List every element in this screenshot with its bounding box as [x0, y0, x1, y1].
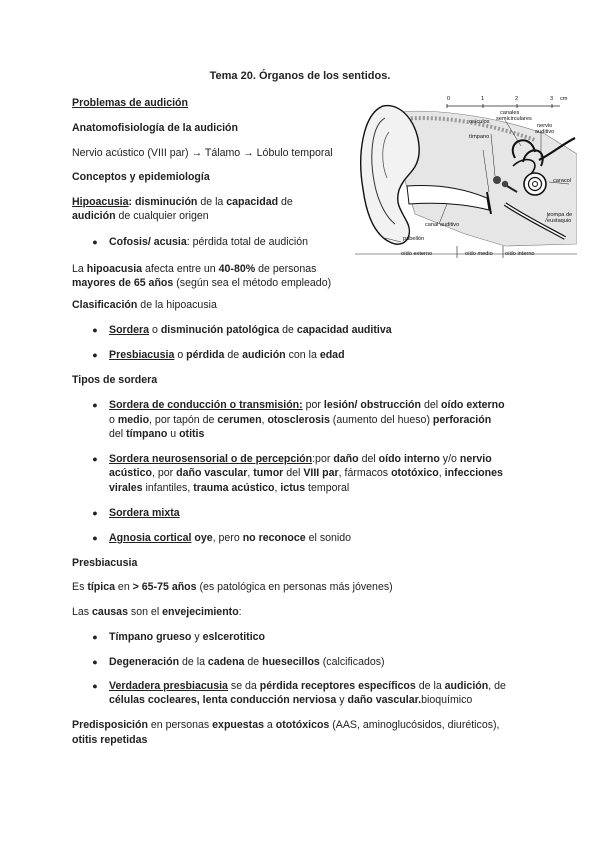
n-l1a: :por [312, 453, 334, 465]
conduction-name: Sordera de conducción o transmisión: [109, 399, 303, 411]
label-timpano: tímpano [469, 134, 490, 140]
ty-d: > 65-75 años [132, 581, 197, 593]
c1-b: y [191, 631, 203, 643]
hypoacusis-colon: : [128, 196, 133, 208]
n-l1d: oído interno [378, 453, 440, 465]
c-l2e: , [261, 414, 268, 426]
hypoacusis-def3: capacidad [226, 196, 279, 208]
ag-b: oye [194, 532, 213, 544]
c-l3c: u [167, 428, 180, 440]
predisposition-line-2: otitis repetidas [72, 734, 148, 746]
neuro-line-2 [109, 466, 503, 480]
typical-line [72, 580, 393, 594]
n-l2a: acústico [109, 467, 152, 479]
ci0-b: o [149, 324, 161, 336]
c-l1a: por [302, 399, 324, 411]
label-canal-auditivo: canal auditivo [425, 222, 460, 228]
bullet: ● [92, 400, 98, 410]
n-l3b: infantiles, [142, 482, 194, 494]
c3-h: daño vascular. [347, 694, 422, 706]
ci1-e: audición [242, 349, 286, 361]
c3-a: se da [227, 680, 260, 692]
prevalence-line-1 [72, 262, 316, 276]
label-eustaquio: eustaquio [547, 218, 572, 224]
cofosis-term: Cofosis/ acusia [109, 236, 187, 248]
label-canales: canales [500, 110, 520, 116]
prev-t5: de personas [255, 263, 317, 275]
pr-d: a [263, 719, 276, 731]
pr-a: Predisposición [72, 719, 148, 731]
ag-e: el sonido [305, 532, 352, 544]
n-l1c: del [358, 453, 379, 465]
ty-e: (es patológica en personas más jóvenes) [196, 581, 393, 593]
label-oido-medio: oído medio [465, 251, 493, 257]
n-l3a: virales [109, 482, 143, 494]
c3-i: bioquímico [421, 694, 473, 706]
conduction-line-3 [109, 427, 204, 441]
n-l1b: daño [333, 453, 359, 465]
ag-c: , pero [212, 532, 243, 544]
ci0-a: Sordera [109, 324, 150, 336]
cause-item-3-line-1 [109, 679, 506, 693]
mixed-item: Sordera mixta [109, 507, 180, 519]
n-l2h: , fármacos [338, 467, 392, 479]
bullet: ● [92, 237, 98, 247]
prevalence-line-2 [72, 276, 331, 290]
c-l1b: lesión/ obstrucción [323, 399, 421, 411]
pr-b: en personas [147, 719, 213, 731]
prev-t2: hipoacusia [86, 263, 143, 275]
n-l1e: y/o [439, 453, 460, 465]
pr-f: (AAS, aminoglucósidos, diuréticos), [329, 719, 500, 731]
c3-name: Verdadera presbiacusia [109, 680, 228, 692]
ear-anatomy-figure [355, 94, 577, 260]
cofosis-item [109, 235, 308, 249]
class-item-presbiacusia [109, 348, 345, 362]
prev-t7: (según sea el método empleado) [173, 277, 332, 289]
bullet: ● [92, 533, 98, 543]
scale-unit: cm [560, 96, 568, 102]
c2-c: cadena [207, 656, 245, 668]
label-nervio: nervio [537, 123, 553, 129]
ca-e: : [238, 606, 242, 618]
c-l2b: medio [117, 414, 150, 426]
hypoacusis-def5: audición [72, 210, 116, 222]
n-l3d: , [274, 482, 281, 494]
predisposition-line-1 [72, 718, 500, 732]
classification-rest: de la hipoacusia [137, 299, 217, 311]
cause-item-1 [109, 630, 265, 644]
c-l3a: del [109, 428, 127, 440]
n-l2d: , [247, 467, 254, 479]
presby-heading: Presbiacusia [72, 557, 138, 569]
anatomy-heading: Anatomofisiología de la audición [72, 122, 238, 134]
c2-f: (calcificados) [319, 656, 385, 668]
n-l2g: VIII par [303, 467, 339, 479]
cofosis-text: : pérdida total de audición [186, 236, 309, 248]
c3-b: pérdida receptores específicos [259, 680, 416, 692]
n-l2b: , por [151, 467, 177, 479]
ci0-d: de [279, 324, 297, 336]
n-l2e: tumor [253, 467, 284, 479]
neuro-name: Sordera neurosensorial o de percepción [109, 453, 313, 465]
neuro-line-1 [109, 452, 492, 466]
prev-t6: mayores de 65 años [72, 277, 174, 289]
ci1-g: edad [319, 349, 345, 361]
label-caracol: caracol [553, 178, 572, 184]
ci1-b: o [174, 349, 187, 361]
c-l3b: tímpano [126, 428, 168, 440]
hypoacusis-def1: disminución [132, 196, 198, 208]
c-l2c: , por tapón de [149, 414, 218, 426]
bullet: ● [92, 657, 98, 667]
label-osiculos: osículos [469, 119, 490, 125]
label-pabellon: pabellón [403, 236, 425, 242]
label-trompa: trompa de [547, 212, 573, 218]
hypoacusis-line-1 [72, 195, 293, 209]
ci1-f: con la [285, 349, 320, 361]
c1-c: eslcerotitico [202, 631, 266, 643]
pr-e: ototóxicos [275, 719, 330, 731]
scale-0: 0 [447, 96, 451, 102]
ty-a: Es [72, 581, 88, 593]
ca-c: son el [127, 606, 163, 618]
ag-d: no reconoce [242, 532, 306, 544]
cause-item-3-line-2 [109, 693, 472, 707]
c3-c: de la [415, 680, 445, 692]
bullet: ● [92, 681, 98, 691]
n-l2j: , [438, 467, 445, 479]
label-auditivo: auditivo [535, 129, 555, 135]
section-heading: Problemas de audición [72, 97, 188, 109]
c2-e: huesecillos [262, 656, 320, 668]
c-l2a: o [109, 414, 118, 426]
n-l1f: nervio [459, 453, 492, 465]
ci1-d: de [224, 349, 243, 361]
c1-a: Tímpano grueso [109, 631, 192, 643]
c-l1c: del [421, 399, 442, 411]
ca-d: envejecimiento [162, 606, 239, 618]
prev-t1: La [72, 263, 87, 275]
scale-2: 2 [515, 96, 519, 102]
agnosia-name: Agnosia cortical [109, 532, 192, 544]
hypoacusis-term: Hipoacusia [72, 196, 129, 208]
neuro-line-3 [109, 481, 349, 495]
n-l2i: ototóxico [391, 467, 439, 479]
n-l3f: temporal [305, 482, 350, 494]
prev-t3: afecta entre un [142, 263, 219, 275]
ca-b: causas [92, 606, 128, 618]
n-l2k: infecciones [444, 467, 503, 479]
prev-t4: 40-80% [218, 263, 256, 275]
bullet: ● [92, 350, 98, 360]
hypoacusis-def2: de la [197, 196, 227, 208]
ci0-c: disminución patológica [160, 324, 280, 336]
label-oido-externo: oído externo [401, 251, 433, 257]
ty-b: típica [87, 581, 115, 593]
concepts-heading: Conceptos y epidemiología [72, 171, 210, 183]
c2-d: de [244, 656, 263, 668]
ear-anatomy-drawing [355, 94, 577, 260]
c-l2g: (aumento del hueso) [329, 414, 433, 426]
cause-item-2 [109, 655, 385, 669]
bullet: ● [92, 325, 98, 335]
nerve-path: Nervio acústico (VIII par) → Tálamo → Lóbulo temporal [72, 147, 333, 159]
hypoacusis-line-2 [72, 209, 209, 223]
page-title: Tema 20. Órganos de los sentidos. [209, 70, 391, 82]
c-l2f: otosclerosis [267, 414, 330, 426]
classification-line [72, 298, 217, 312]
agnosia-item [109, 531, 351, 545]
conduction-line-2 [109, 413, 491, 427]
c2-b: de la [179, 656, 208, 668]
ca-a: Las [72, 606, 93, 618]
scale-3: 3 [550, 96, 554, 102]
c2-a: Degeneración [109, 656, 180, 668]
c-l2h: perforación [432, 414, 492, 426]
c-l2d: cerumen [217, 414, 262, 426]
ci0-e: capacidad auditiva [296, 324, 392, 336]
bullet: ● [92, 632, 98, 642]
c3-g: y [336, 694, 348, 706]
types-heading: Tipos de sordera [72, 374, 158, 386]
n-l2c: daño vascular [176, 467, 248, 479]
ty-c: en [114, 581, 133, 593]
label-semicirculares: semicirculares [496, 116, 532, 122]
scale-1: 1 [481, 96, 485, 102]
n-l3e: ictus [280, 482, 306, 494]
c3-d: audición [444, 680, 489, 692]
c3-f: células cocleares, lenta conducción nerviosa [109, 694, 337, 706]
c3-e: , de [488, 680, 506, 692]
n-l2f: del [283, 467, 304, 479]
ci1-a: Presbiacusia [109, 349, 175, 361]
causes-line [72, 605, 242, 619]
hypoacusis-def4: de [278, 196, 293, 208]
n-l3c: trauma acústico [193, 482, 275, 494]
label-oido-interno: oído interno [505, 251, 535, 257]
bullet: ● [92, 508, 98, 518]
class-item-sordera [109, 323, 392, 337]
hypoacusis-def6: de cualquier origen [115, 210, 209, 222]
bullet: ● [92, 454, 98, 464]
c-l1d: oído externo [441, 399, 505, 411]
c-l3d: otitis [179, 428, 205, 440]
conduction-line-1 [109, 398, 505, 412]
pr-c: expuestas [212, 719, 264, 731]
classification-bold: Clasificación [72, 299, 138, 311]
ci1-c: pérdida [186, 349, 225, 361]
